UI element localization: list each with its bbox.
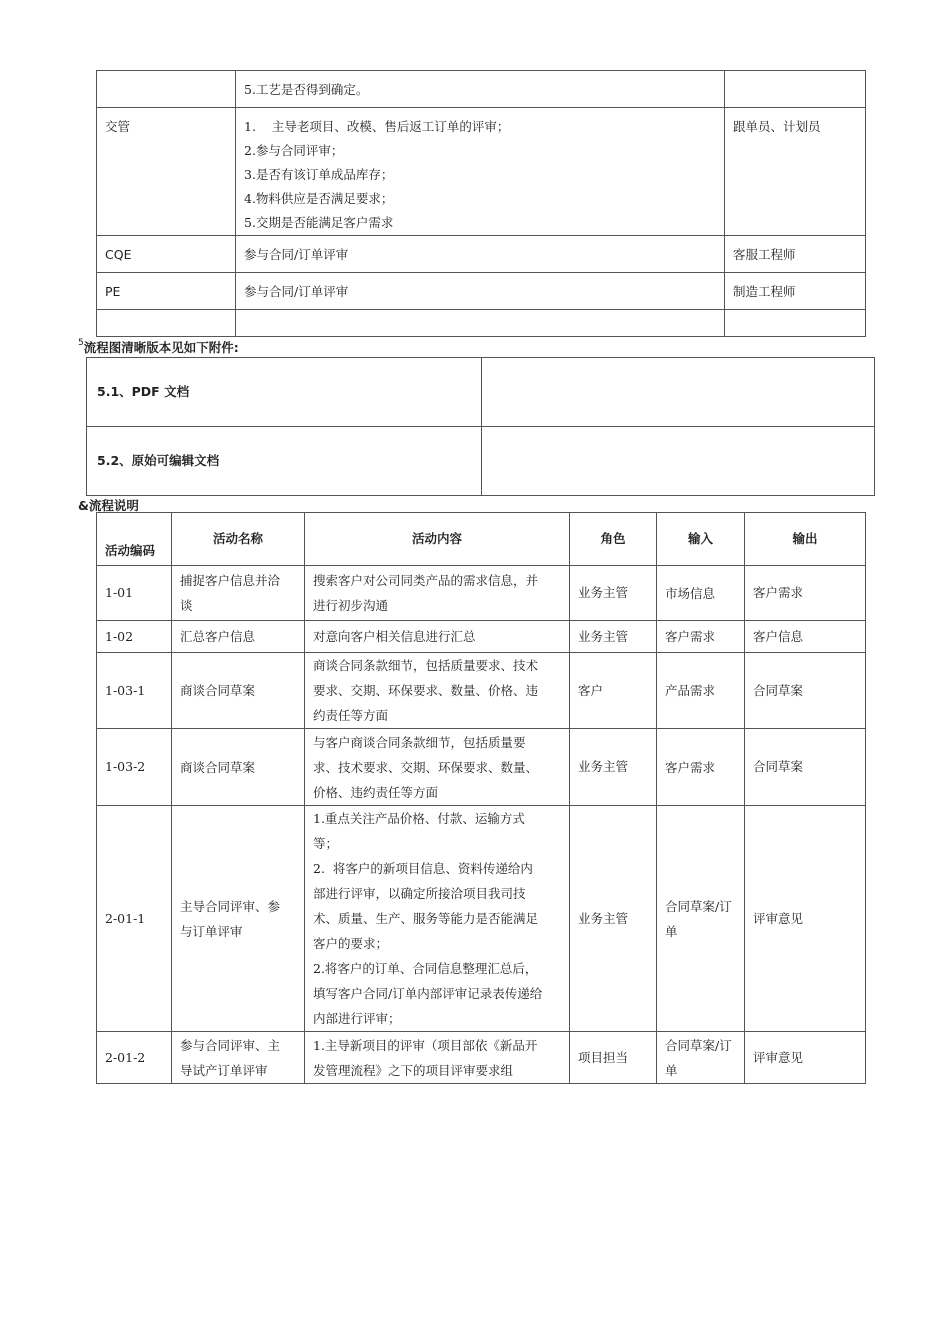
table-row — [97, 310, 866, 337]
input-line: 合同草案/订 — [665, 1037, 732, 1053]
dept-cell: 交管 — [97, 108, 236, 236]
name-line: 主导合同评审、参 — [180, 898, 281, 914]
role-cell: 制造工程师 — [725, 273, 866, 310]
output-cell: 评审意见 — [745, 1032, 866, 1084]
content-line: 商谈合同条款细节，包括质量要求、技术 — [313, 658, 539, 673]
role-cell: 客户 — [570, 653, 657, 729]
table-row — [97, 806, 866, 1032]
section-title: 流程图清晰版本见如下附件: — [83, 340, 239, 355]
table-row — [87, 358, 875, 427]
role-cell: 项目担当 — [570, 1032, 657, 1084]
content-line: 价格、违约责任等方面 — [313, 784, 439, 800]
duty-line: 2.参与合同评审； — [244, 143, 344, 158]
content-line: 进行初步沟通 — [313, 598, 389, 613]
name-cell — [172, 729, 305, 806]
attachment-table — [86, 357, 875, 496]
section-number: 5 — [78, 338, 84, 348]
duty-line: 参与合同/订单评审 — [244, 247, 349, 262]
name-line: 商谈合同草案 — [180, 683, 256, 698]
content-line: 1.重点关注产品价格、付款、运输方式 — [313, 811, 525, 826]
dept-cell: PE — [97, 273, 236, 310]
name-cell — [172, 621, 305, 653]
header-output: 输出 — [745, 513, 866, 566]
input-cell — [657, 566, 745, 621]
table-row — [97, 566, 866, 621]
name-line: 捕捉客户信息并洽 — [180, 573, 281, 588]
table-row — [97, 71, 866, 108]
content-line: 搜索客户对公司同类产品的需求信息，并 — [313, 573, 539, 588]
content-cell — [305, 621, 570, 653]
duty-line: 5.工艺是否得到确定。 — [244, 82, 369, 97]
section-6-heading: &流程说明 — [78, 498, 139, 513]
content-line: 内部进行评审； — [313, 1011, 401, 1026]
code-cell: 1-01 — [97, 566, 172, 621]
content-cell — [305, 566, 570, 621]
duty-cell — [236, 310, 725, 337]
output-cell: 合同草案 — [745, 729, 866, 806]
input-line: 产品需求 — [665, 683, 716, 698]
input-line: 客户需求 — [665, 629, 716, 644]
duty-cell — [236, 108, 725, 236]
role-cell: 业务主管 — [570, 729, 657, 806]
content-line: 客户的要求； — [313, 936, 389, 951]
table-row — [97, 108, 866, 236]
table-row — [87, 427, 875, 496]
name-line: 参与合同评审、主 — [180, 1037, 281, 1053]
attachment-slot[interactable] — [482, 358, 875, 427]
input-cell — [657, 1032, 745, 1084]
table-row — [97, 236, 866, 273]
input-line: 合同草案/订 — [665, 898, 732, 914]
name-line: 汇总客户信息 — [180, 629, 256, 644]
content-line: 约责任等方面 — [313, 708, 389, 723]
name-cell — [172, 806, 305, 1032]
input-line: 客户需求 — [665, 759, 716, 775]
duty-cell — [236, 71, 725, 108]
content-line: 对意向客户相关信息进行汇总 — [313, 629, 476, 644]
role-table — [96, 70, 866, 337]
name-line: 与订单评审 — [180, 923, 243, 939]
dept-cell: CQE — [97, 236, 236, 273]
content-cell — [305, 1032, 570, 1084]
header-content: 活动内容 — [305, 513, 570, 566]
dept-cell — [97, 71, 236, 108]
input-line: 市场信息 — [665, 585, 716, 601]
role-cell — [725, 310, 866, 337]
content-line: 2. 将客户的新项目信息、资料传递给内 — [313, 861, 533, 876]
table-row — [97, 273, 866, 310]
content-line: 1.主导新项目的评审（项目部依《新品开 — [313, 1037, 538, 1053]
input-cell — [657, 653, 745, 729]
header-name: 活动名称 — [172, 513, 305, 566]
attachment-label: 5.2、原始可编辑文档 — [87, 427, 482, 496]
role-cell: 业务主管 — [570, 621, 657, 653]
content-line: 求、技术要求、交期、环保要求、数量、 — [313, 759, 539, 775]
output-cell: 客户信息 — [745, 621, 866, 653]
duty-line: 参与合同/订单评审 — [244, 284, 349, 299]
input-cell — [657, 806, 745, 1032]
name-line: 导试产订单评审 — [180, 1062, 268, 1078]
name-line: 谈 — [180, 598, 193, 613]
role-cell: 业务主管 — [570, 806, 657, 1032]
input-cell — [657, 729, 745, 806]
output-cell: 合同草案 — [745, 653, 866, 729]
output-cell: 评审意见 — [745, 806, 866, 1032]
input-line: 单 — [665, 923, 678, 939]
table-row — [97, 729, 866, 806]
role-cell: 客服工程师 — [725, 236, 866, 273]
header-code: 活动编码 — [97, 513, 172, 566]
role-table-body — [97, 71, 866, 337]
name-cell — [172, 653, 305, 729]
input-cell — [657, 621, 745, 653]
duty-line: 4.物料供应是否满足要求； — [244, 191, 394, 206]
content-cell — [305, 729, 570, 806]
content-line: 部进行评审，以确定所接洽项目我司技 — [313, 886, 526, 901]
process-table — [96, 512, 866, 1084]
role-cell: 跟单员、计划员 — [725, 108, 866, 236]
content-line: 2.将客户的订单、合同信息整理汇总后， — [313, 961, 538, 976]
code-cell: 1-03-1 — [97, 653, 172, 729]
input-line: 单 — [665, 1062, 678, 1078]
name-cell — [172, 566, 305, 621]
attachment-slot[interactable] — [482, 427, 875, 496]
content-line: 要求、交期、环保要求、数量、价格、违 — [313, 683, 539, 698]
table-row — [97, 621, 866, 653]
content-cell — [305, 653, 570, 729]
role-cell — [725, 71, 866, 108]
code-cell: 2-01-2 — [97, 1032, 172, 1084]
code-cell: 2-01-1 — [97, 806, 172, 1032]
duty-line: 1. 主导老项目、改模、售后返工订单的评审； — [244, 119, 510, 134]
output-cell: 客户需求 — [745, 566, 866, 621]
content-line: 与客户商谈合同条款细节，包括质量要 — [313, 734, 526, 750]
duty-cell — [236, 273, 725, 310]
attachment-label: 5.1、PDF 文档 — [87, 358, 482, 427]
content-line: 术、质量、生产、服务等能力是否能满足 — [313, 911, 539, 926]
name-line: 商谈合同草案 — [180, 759, 256, 775]
content-line: 发管理流程》之下的项目评审要求组 — [313, 1062, 514, 1078]
content-line: 填写客户合同/订单内部评审记录表传递给 — [313, 986, 543, 1001]
table-header-row — [97, 513, 866, 566]
duty-cell — [236, 236, 725, 273]
table-row — [97, 653, 866, 729]
header-input: 输入 — [657, 513, 745, 566]
role-cell: 业务主管 — [570, 566, 657, 621]
name-cell — [172, 1032, 305, 1084]
content-line: 等； — [313, 836, 339, 851]
code-cell: 1-02 — [97, 621, 172, 653]
dept-cell — [97, 310, 236, 337]
table-row — [97, 1032, 866, 1084]
code-cell: 1-03-2 — [97, 729, 172, 806]
duty-line: 3.是否有该订单成品库存； — [244, 167, 394, 182]
header-role: 角色 — [570, 513, 657, 566]
content-cell — [305, 806, 570, 1032]
section-5-heading — [78, 338, 239, 356]
duty-line: 5.交期是否能满足客户需求 — [244, 215, 394, 230]
